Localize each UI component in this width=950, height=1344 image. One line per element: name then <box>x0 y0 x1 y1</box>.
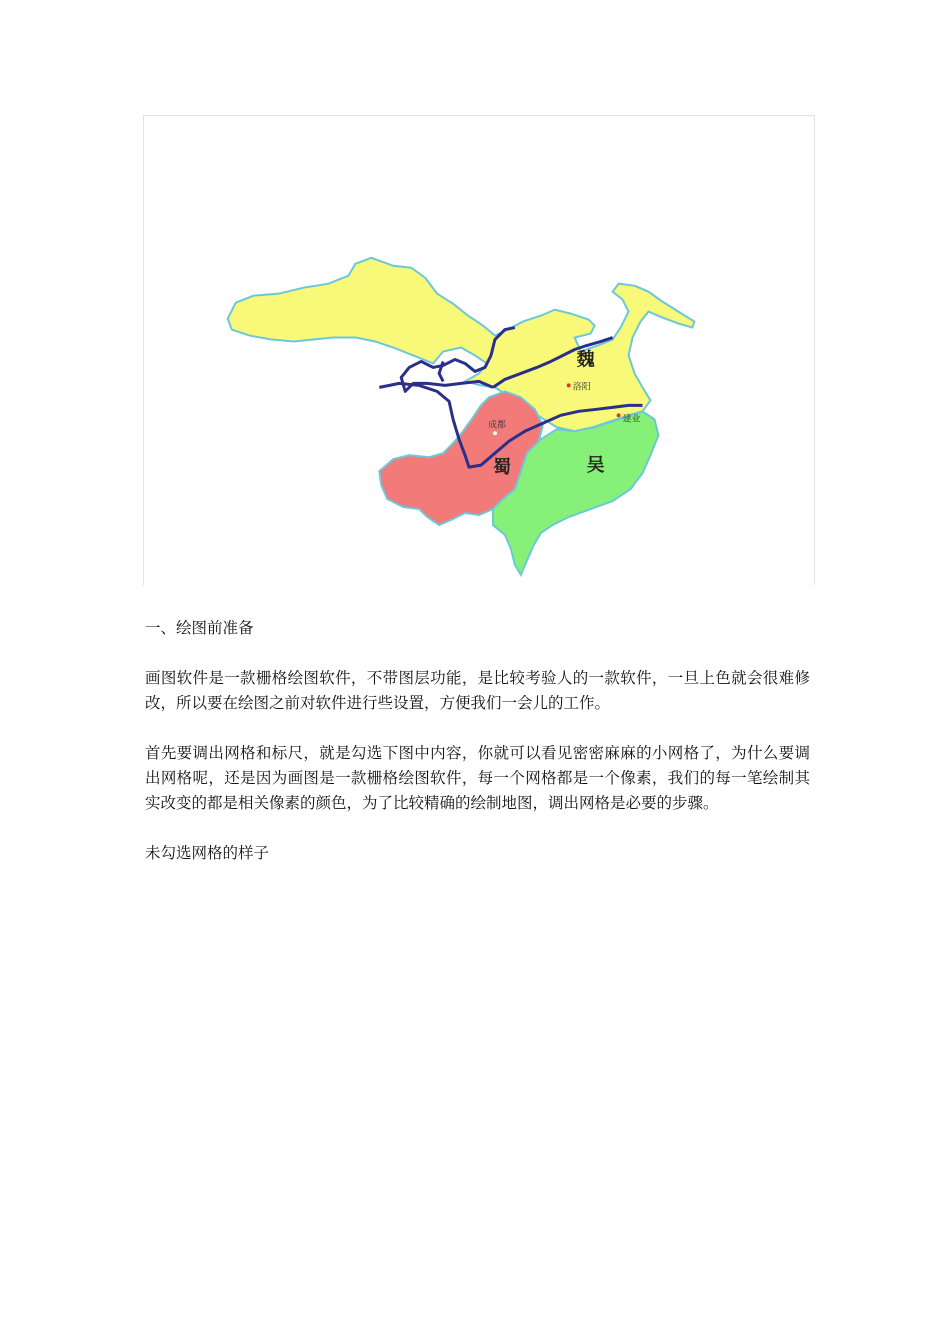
luoyang-marker <box>567 383 571 387</box>
luoyang-label: 洛阳 <box>572 382 591 393</box>
shu-label: 蜀 <box>492 457 511 479</box>
map-svg <box>144 116 814 585</box>
document-body <box>145 616 810 891</box>
section-heading: 一、绘图前准备 <box>145 619 254 637</box>
min-river <box>439 361 443 381</box>
paragraph-grid: 首先要调出网格和标尺，就是勾选下图中内容，你就可以看见密密麻麻的小网格了，为什么要调出网格呢，还是因为画图是一款栅格绘图软件，每一个网格都是一个像素，我们的每一笔绘制其实改变的都是相关像素的颜色，为了比较精确的绘制地图，调出网格是必要的步骤。 <box>145 744 810 812</box>
chengdu-marker <box>493 431 497 435</box>
three-kingdoms-map <box>143 115 815 585</box>
jianye-marker <box>617 413 621 417</box>
figure-caption: 未勾选网格的样子 <box>145 844 270 862</box>
paragraph-intro: 画图软件是一款栅格绘图软件，不带图层功能，是比较考验人的一款软件，一旦上色就会很难修改，所以要在绘图之前对软件进行些设置，方便我们一会儿的工作。 <box>145 669 810 712</box>
jianye-label: 建业 <box>622 414 641 425</box>
wu-label: 吴 <box>586 455 605 477</box>
wei-label: 魏 <box>576 349 595 371</box>
chengdu-label: 成都 <box>487 420 506 431</box>
